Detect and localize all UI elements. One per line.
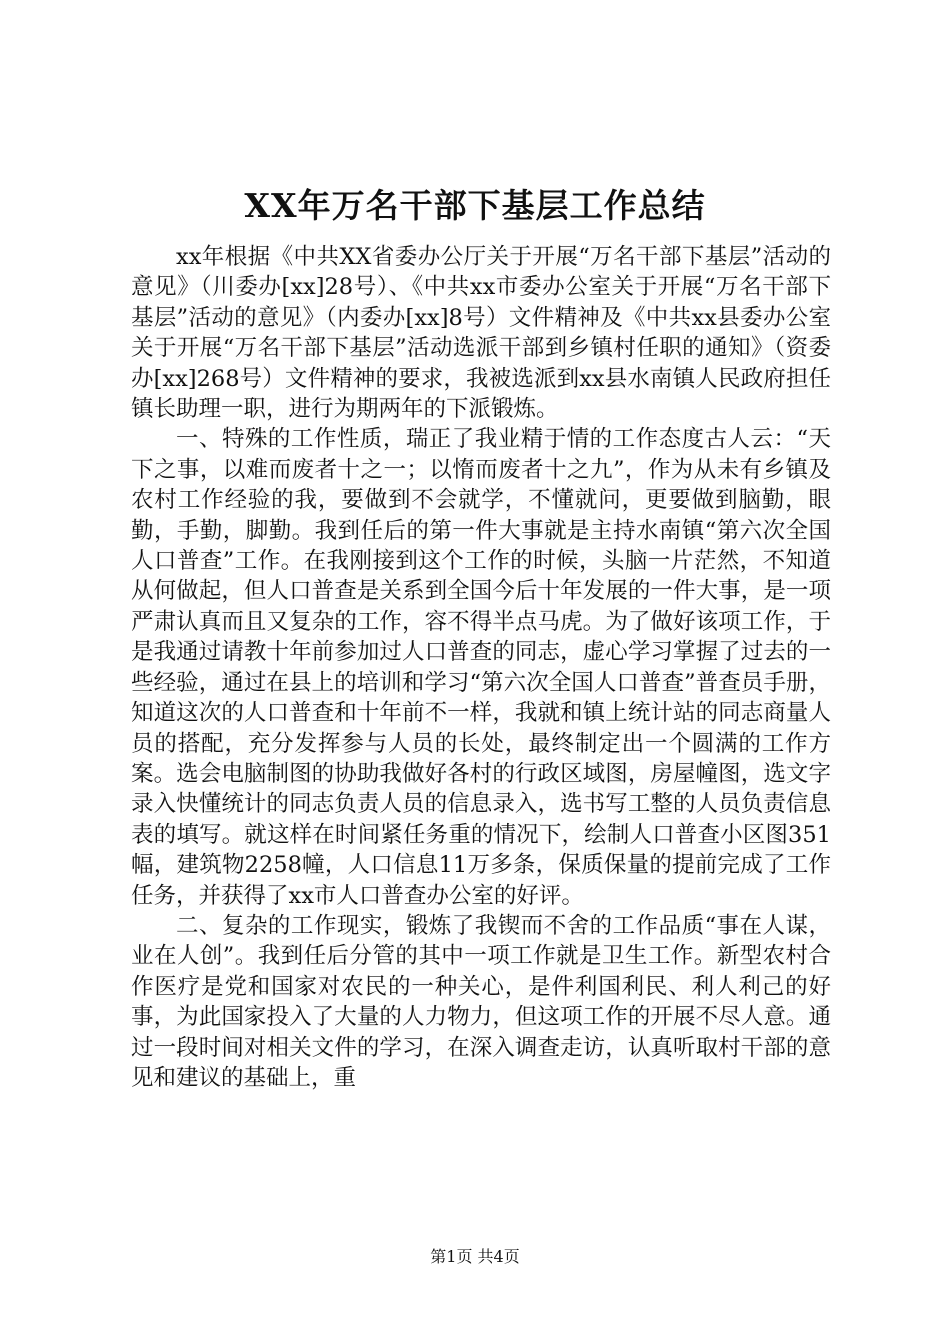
paragraph-section-two: 二、复杂的工作现实，锻炼了我锲而不舍的工作品质“事在人谋，业在人创”。我到任后分管的其中一项工作就是卫生工作。新型农村合作医疗是党和国家对农民的一种关心，是件利国利民、利人利己的好事，为此国家投入了大量的人力物力，但这项工作的开展不尽人意。通过一段时间对相关文件的学习，在深入调查走访，认真听取村干部的意见和建议的基础上，重 [131, 912, 831, 1091]
document-body [131, 242, 831, 1093]
paragraph-section-one: 一、特殊的工作性质，瑞正了我业精于情的工作态度古人云：“天下之事，以难而废者十之一；以惰而废者十之九”，作为从未有乡镇及农村工作经验的我，要做到不会就学，不懂就问，更要做到脑勤，眼勤，手勤，脚勤。我到任后的第一件大事就是主持水南镇“第六次全国人口普查”工作。在我刚接到这个工作的时候，头脑一片茫然，不知道从何做起，但人口普查是关系到全国今后十年发展的一件大事，是一项严肃认真而且又复杂的工作，容不得半点马虎。为了做好该项工作，于是我通过请教十年前参加过人口普查的同志，虚心学习掌握了过去的一些经验，通过在县上的培训和学习“第六次全国人口普查”普查员手册，知道这次的人口普查和十年前不一样，我就和镇上统计站的同志商量人员的搭配，充分发挥参与人员的长处，最终制定出一个圆满的工作方案。选会电脑制图的协助我做好各村的行政区域图，房屋幢图，选文字录入快懂统计的同志负责人员的信息录入，选书写工整的人员负责信息表的填写。就这样在时间紧任务重的情况下，绘制人口普查小区图351幅，建筑物2258幢，人口信息11万多条，保质保量的提前完成了工作任务，并获得了xx市人口普查办公室的好评。 [131, 426, 831, 909]
document-title: XX年万名干部下基层工作总结 [244, 186, 706, 225]
page-footer: 第1页 共4页 [430, 1247, 520, 1266]
paragraph-intro: xx年根据《中共XX省委办公厅关于开展“万名干部下基层”活动的意见》（川委办[xx]28号）、《中共xx市委办公室关于开展“万名干部下基层”活动的意见》（内委办[xx]8号）文件精神及《中共xx县委办公室关于开展“万名干部下基层”活动选派干部到乡镇村任职的通知》（资委办[xx]268号）文件精神的要求，我被选派到xx县水南镇人民政府担任镇长助理一职，进行为期两年的下派锻炼。 [131, 244, 831, 423]
